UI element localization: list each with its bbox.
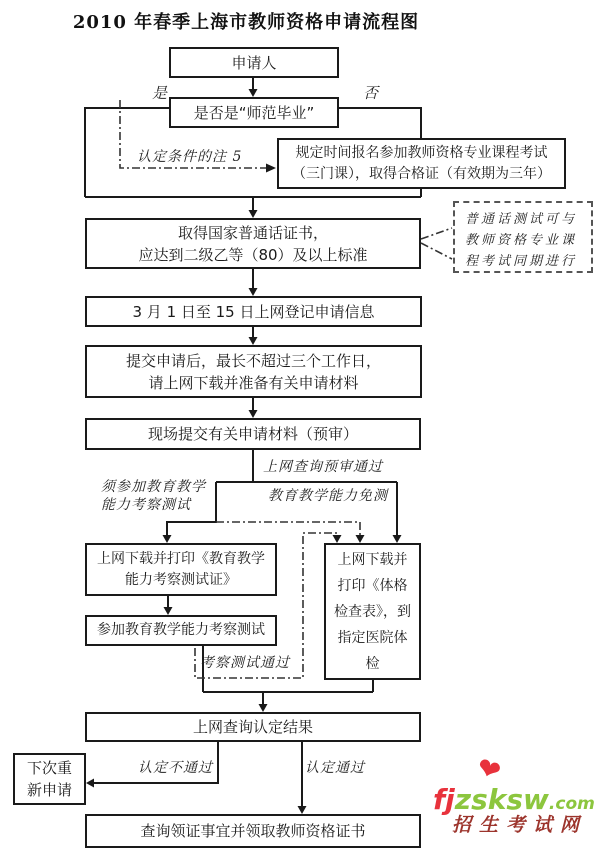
arrowhead-down-icon <box>249 337 258 345</box>
node-course-exam <box>277 138 566 189</box>
label-precheck-pass: 上网查询预审通过 <box>263 459 383 475</box>
node-physical-line2: 打印《体格 <box>337 577 408 594</box>
node-print-line1: 上网下载并打印《教育教学 <box>97 550 265 567</box>
node-online-register <box>85 296 422 327</box>
arrowhead-down-icon <box>259 704 268 712</box>
node-reapply-line2: 新申请 <box>26 781 72 799</box>
arrowhead-down-icon <box>249 210 258 218</box>
node-onsite-submit <box>85 418 421 450</box>
node-prepare-line1: 提交申请后，最长不超过三个工作日， <box>125 351 381 370</box>
label-yes: 是 <box>152 84 169 102</box>
node-collect-certificate-text: 查询领证事宜并领取教师资格证书 <box>140 822 366 840</box>
arrowhead-down-icon <box>163 535 172 543</box>
node-applicant-text: 申请人 <box>231 53 277 72</box>
arrowhead-down-icon <box>249 89 258 97</box>
node-take-test-text: 参加教育教学能力考察测试 <box>97 622 265 638</box>
node-applicant <box>169 47 339 78</box>
heart-icon: ❤ <box>472 750 506 789</box>
arrowhead-down-icon <box>298 806 307 814</box>
label-must-test-line1: 须参加教育教学 <box>101 479 206 495</box>
node-print-line2: 能力考察测试证》 <box>125 571 237 588</box>
label-approved: 认定通过 <box>305 760 365 776</box>
node-mandarin-line1: 取得国家普通话证书， <box>177 223 328 242</box>
arrowhead-left-icon <box>86 779 94 788</box>
arrowhead-down-icon <box>393 535 402 543</box>
node-query-result-text: 上网查询认定结果 <box>192 718 313 736</box>
label-must-test-line2: 能力考察测试 <box>101 497 191 513</box>
node-physical-line4: 指定医院体 <box>337 629 408 646</box>
node-online-register-text: 3 月 1 日至 15 日上网登记申请信息 <box>132 302 375 321</box>
label-not-approved: 认定不通过 <box>138 760 213 776</box>
node-prepare-line2: 请上网下载并准备有关申请材料 <box>148 373 359 392</box>
dashline-callout-upper <box>421 228 452 239</box>
label-test-pass: 考察测试通过 <box>200 655 290 671</box>
callout-line2: 教师资格专业课 <box>465 233 578 248</box>
node-take-ability-test <box>85 615 277 646</box>
label-must-test <box>101 478 219 514</box>
node-mandarin-certificate <box>85 218 421 269</box>
node-decision-normal-graduate <box>169 97 339 128</box>
watermark-tagline: 招生考试网 <box>452 814 588 836</box>
node-physical-line5: 检 <box>365 655 380 672</box>
node-onsite-text: 现场提交有关申请材料（预审） <box>147 425 358 443</box>
node-reapply-line1: 下次重 <box>26 759 72 777</box>
node-query-result <box>85 712 421 742</box>
node-collect-certificate <box>85 814 421 848</box>
node-print-test-certificate <box>85 543 277 596</box>
watermark-prefix: fj <box>433 783 455 816</box>
node-course-exam-line1: 规定时间报名参加教师资格专业课程考试 <box>295 144 548 161</box>
arrowhead-down-icon <box>164 607 173 615</box>
arrowhead-down-icon <box>356 535 365 543</box>
node-physical-exam <box>324 543 421 680</box>
callout-mandarin-note <box>453 201 593 273</box>
node-course-exam-line2: （三门课），取得合格证（有效期为三年） <box>292 165 551 182</box>
watermark-brand: zsksw <box>454 783 549 816</box>
node-prepare-materials <box>85 345 422 398</box>
label-note5: 认定条件的注 5 <box>137 149 243 165</box>
node-reapply <box>13 753 86 805</box>
watermark-tld: .com <box>548 794 595 814</box>
page-title: 2010 年春季上海市教师资格申请流程图 <box>72 12 420 33</box>
arrowhead-down-icon <box>333 535 342 543</box>
dashline-branch-to-physical <box>216 522 360 535</box>
node-mandarin-line2: 应达到二级乙等（80）及以上标准 <box>138 245 368 264</box>
arrowhead-down-icon <box>249 288 258 296</box>
arrowhead-right-icon <box>266 164 276 173</box>
node-physical-line3: 检查表》，到 <box>334 603 411 620</box>
node-decision-text: 是否是“师范毕业” <box>193 103 315 122</box>
dashline-callout-lower <box>421 243 452 259</box>
callout-line1: 普通话测试可与 <box>465 212 578 227</box>
label-exempt: 教育教学能力免测 <box>268 488 388 504</box>
label-no: 否 <box>363 84 380 102</box>
arrowhead-down-icon <box>249 410 258 418</box>
node-physical-line1: 上网下载并 <box>337 551 408 568</box>
callout-line3: 程考试同期进行 <box>465 254 578 269</box>
